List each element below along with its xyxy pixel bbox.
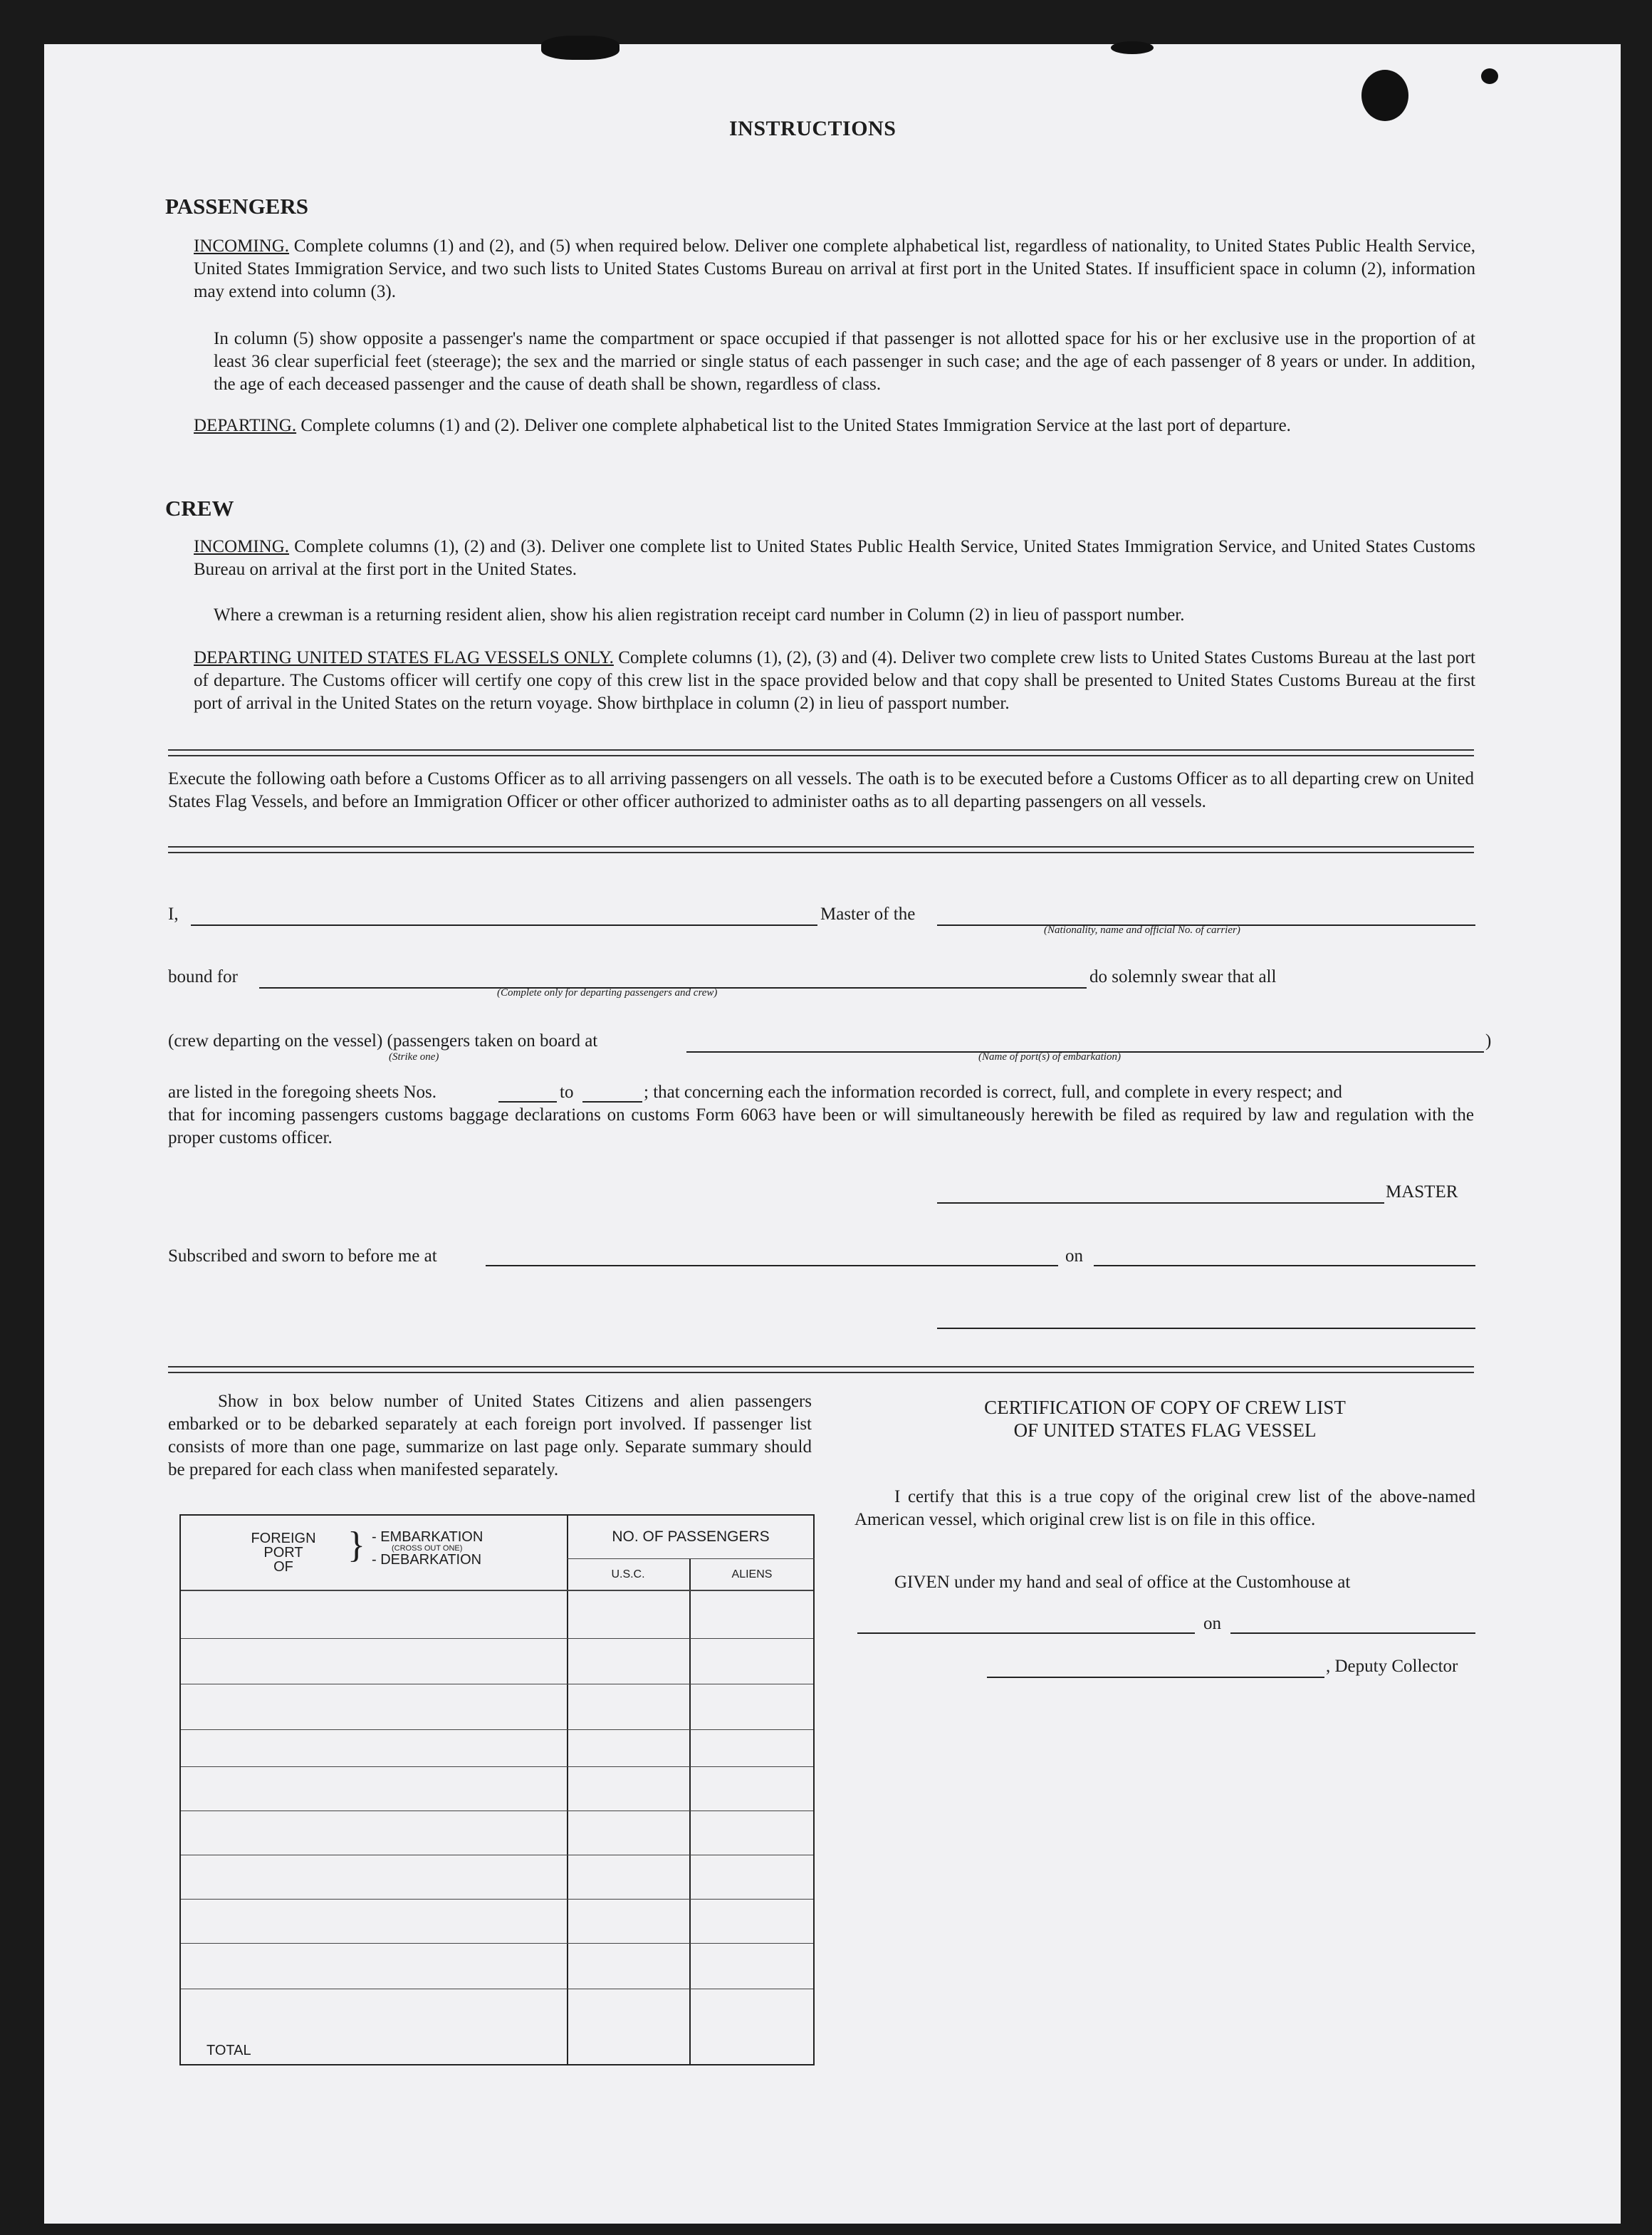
certification-text: I certify that this is a true copy of the original crew list of the above-named American vessel, which original crew list is on file in this office. (854, 1487, 1475, 1529)
crew-departing-label: (crew departing on the vessel) (passengers taken on board at (168, 1031, 598, 1051)
listed-b: ; that concerning each the information recorded is correct, full, and complete in every respect; and (644, 1083, 1342, 1102)
passengers-incoming-paragraph (194, 235, 1475, 303)
oath-i-label: I, (168, 905, 179, 924)
passengers-incoming-text: Complete columns (1) and (2), and (5) when required below. Deliver one complete alphabetical list, regardless of nationality, to United States Public Health Service, United States Immigration Service, and two such lists to United States Customs Bureau on arrival at first port in the United States. If insufficient space in column (2), information may extend into column (3). (194, 236, 1476, 301)
divider (168, 749, 1474, 751)
page-title: INSTRUCTIONS (729, 117, 896, 140)
crew-incoming-label: INCOMING. (194, 537, 290, 556)
col-port-c: OF (273, 1559, 293, 1575)
certification-title-b: OF UNITED STATES FLAG VESSEL (1013, 1419, 1317, 1441)
embarkation-option[interactable]: - EMBARKATION (372, 1529, 483, 1545)
master-signature-field[interactable] (937, 1202, 1384, 1204)
ink-blot-top-small (1111, 41, 1154, 54)
passengers-heading: PASSENGERS (165, 194, 308, 219)
oath-intro: Execute the following oath before a Customs Officer as to all arriving passengers on all vessels. The oath is to be executed before a Customs Officer as to all departing crew on United States Flag Vessels, and before an Immigration Officer or other officer authorized to administer oaths as to all departing passengers on all vessels. (168, 769, 1474, 811)
total-label: TOTAL (206, 2043, 251, 2058)
table-row-divider (567, 1558, 815, 1559)
divider (168, 755, 1474, 756)
table-row[interactable] (181, 1638, 813, 1639)
sworn-place-field[interactable] (486, 1265, 1058, 1266)
sheet-to-field[interactable] (582, 1101, 642, 1103)
passenger-summary-table (179, 1514, 815, 2065)
bound-for-label: bound for (168, 967, 238, 986)
subscribed-label: Subscribed and sworn to before me at (168, 1246, 437, 1266)
ink-blot-right (1361, 70, 1408, 121)
ink-blot-dot (1481, 68, 1498, 84)
embark-debark-options (372, 1530, 483, 1567)
table-row[interactable] (181, 1766, 813, 1767)
certification-title-a: CERTIFICATION OF COPY OF CREW LIST (984, 1397, 1346, 1418)
strike-one-hint: (Strike one) (389, 1051, 439, 1063)
debarkation-option[interactable]: - DEBARKATION (372, 1552, 482, 1568)
master-name-field[interactable] (191, 924, 817, 926)
col-port-a: FOREIGN (251, 1531, 316, 1546)
sworn-date-field[interactable] (1094, 1265, 1475, 1266)
passengers-column5-text: In column (5) show opposite a passenger's name the compartment or space occupied if that passenger is not allotted space for his or her exclusive use in the proportion of at least 36 clear superficial feet (steerage); the sex and the married or single status of each passenger in such case; and the age of each passenger of 8 years or under. In addition, the age of each deceased passenger and the cause of death shall be shown, regardless of class. (214, 329, 1475, 394)
table-row[interactable] (181, 1899, 813, 1900)
customhouse-field[interactable] (857, 1632, 1195, 1634)
swear-label: do solemnly swear that all (1089, 967, 1277, 986)
master-signature-label: MASTER (1386, 1182, 1458, 1202)
col-usc: U.S.C. (611, 1568, 645, 1580)
crew-departing-label: DEPARTING UNITED STATES FLAG VESSELS ONLY. (194, 648, 614, 667)
summary-text: Show in box below number of United States Citizens and alien passengers embarked or to be debarked separately at each foreign port involved. If passenger list consists of more than one page, summarize on last page only. Separate summary should be prepared for each class when manifested separately. (168, 1392, 812, 1479)
passengers-departing-text: Complete columns (1) and (2). Deliver one complete alphabetical list to the United States Immigration Service at the last port of departure. (300, 416, 1291, 435)
deputy-signature-field[interactable] (987, 1677, 1324, 1678)
listed-a: are listed in the foregoing sheets Nos. (168, 1083, 436, 1102)
divider (168, 1372, 1474, 1373)
crew-departing-text: Complete columns (1), (2), (3) and (4). Deliver two complete crew lists to United States Customs Bureau at the last port of departure. The Customs officer will certify one copy of this crew list in the space provided below and that copy shall be presented to United States Customs Bureau at the first port of arrival in the United States on the return voyage. Show birthplace in column (2) in lieu of passport number. (194, 648, 1476, 713)
col-foreign-port (236, 1531, 330, 1574)
sworn-on-label: on (1065, 1246, 1083, 1266)
certification-date-field[interactable] (1230, 1632, 1475, 1634)
carrier-hint: (Nationality, name and official No. of carrier) (1044, 924, 1240, 936)
crew-incoming-text: Complete columns (1), (2) and (3). Deliver one complete list to United States Public Health Service, United States Immigration Service, and United States Customs Bureau on arrival at the first port in the United States. (194, 537, 1476, 579)
listed-label (168, 1083, 436, 1103)
passengers-departing-label: DEPARTING. (194, 416, 297, 435)
sheet-from-field[interactable] (498, 1101, 557, 1103)
divider (168, 846, 1474, 848)
col-no-passengers: NO. OF PASSENGERS (612, 1528, 770, 1545)
table-header-bottom (181, 1590, 813, 1591)
certification-on-label: on (1203, 1614, 1221, 1633)
passengers-departing-paragraph (194, 415, 1475, 437)
ink-blot-top (541, 36, 620, 60)
certification-title (854, 1396, 1475, 1442)
listed-to: to (560, 1083, 574, 1102)
table-row[interactable] (181, 1729, 813, 1730)
crew-departing-paragraph (194, 647, 1475, 715)
table-col-divider (567, 1516, 568, 2064)
deputy-collector-label: , Deputy Collector (1326, 1657, 1458, 1676)
close-paren: ) (1485, 1031, 1492, 1051)
divider (168, 852, 1474, 853)
col-aliens: ALIENS (731, 1568, 773, 1580)
crew-resident-text: Where a crewman is a returning resident alien, show his alien registration receipt card number in Column (2) in lieu of passport number. (214, 605, 1185, 625)
certification-given: GIVEN under my hand and seal of office at the Customhouse at (894, 1573, 1351, 1592)
crew-heading: CREW (165, 496, 234, 521)
bound-hint: (Complete only for departing passengers and crew) (497, 987, 718, 999)
ports-hint: (Name of port(s) of embarkation) (978, 1051, 1121, 1063)
brace-glyph: } (347, 1525, 365, 1565)
master-of-label: Master of the (820, 905, 916, 924)
table-row[interactable] (181, 1943, 813, 1944)
passengers-incoming-label: INCOMING. (194, 236, 290, 256)
listed-text2: that for incoming passengers customs baggage declarations on customs Form 6063 have been or will simultaneously herewith be filed as required by law and regulation with the proper customs officer. (168, 1105, 1474, 1147)
officer-signature-field[interactable] (937, 1328, 1475, 1329)
cross-out-hint: (CROSS OUT ONE) (392, 1544, 463, 1553)
col-port-b: PORT (263, 1545, 303, 1561)
crew-incoming-paragraph (194, 536, 1475, 581)
divider (168, 1366, 1474, 1367)
